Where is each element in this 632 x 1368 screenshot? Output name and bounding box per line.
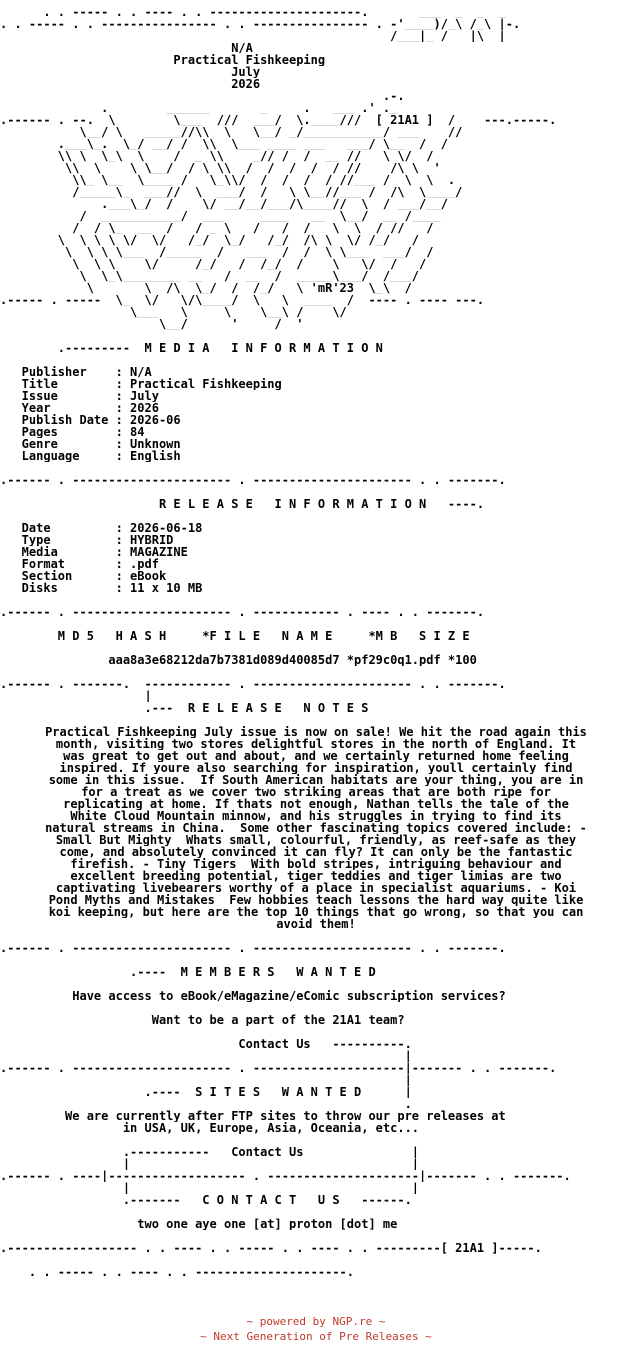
nfo-line: July <box>0 66 261 78</box>
release-notes-line: koi keeping, but here are the top 10 things that go wrong, so that you can <box>48 906 584 918</box>
release-notes-line: Pond Myths and Mistakes Few hobbies teach lessons the hard way quite like <box>48 894 584 906</box>
nfo-line: .___\_/ / \/ __/__/___/\____// \ / ___/__/ <box>0 198 448 210</box>
nfo-line: .------ . ---------------------- . ---------------------- . . -------. <box>0 942 506 954</box>
nfo-line: . . ----- . . ---- . . ---------------------. ___ _ _ _ <box>0 6 513 18</box>
nfo-line: .--- R E L E A S E N O T E S <box>0 702 369 714</box>
release-notes-line: was great to get out and about, and we certainly returned home feeling <box>63 750 569 762</box>
nfo-line <box>0 1254 632 1266</box>
nfo-line: /_____\_ ___// \ ___/ / \ \__//___ / /\ \____/ <box>0 186 463 198</box>
nfo-line <box>0 954 632 966</box>
nfo-line: Have access to eBook/eMagazine/eComic subscription services? <box>0 990 506 1002</box>
release-notes-line: replicating at home. If thats not enough, Nathan tells the tale of the <box>63 798 569 810</box>
nfo-line: Genre : Unknown <box>0 438 181 450</box>
nfo-line: / / \_ __ / / _ \ / / / \ \ / // / <box>0 222 434 234</box>
nfo-line: .---- M E M B E R S W A N T E D <box>0 966 376 978</box>
nfo-line: .---- S I T E S W A N T E D | <box>0 1086 412 1098</box>
nfo-line: aaa8a3e68212da7b7381d089d40085d7 *pf29c0q1.pdf *100 <box>0 654 477 666</box>
nfo-line: \\ \ \_\ \ / _ \\ _// / / __ // \ \/ / <box>0 150 434 162</box>
release-notes-line: for a treat as we cover two striking areas that are both ripe for <box>81 786 551 798</box>
nfo-line: .------- C O N T A C T U S ------. <box>0 1194 412 1206</box>
nfo-line: Issue : July <box>0 390 159 402</box>
nfo-line: Disks : 11 x 10 MB <box>0 582 203 594</box>
nfo-line: Pages : 84 <box>0 426 145 438</box>
nfo-line: .------ . --. \ \___ /// ___/ \.____/// [ 21A1 ] / ---.-----. <box>0 114 557 126</box>
nfo-line: .------------------ . . ---- . . ----- . . ---- . . ---------[ 21A1 ]-----. <box>0 1242 542 1254</box>
nfo-line: .----------- Contact Us | <box>0 1146 420 1158</box>
nfo-line <box>0 1230 632 1242</box>
nfo-line <box>0 1002 632 1014</box>
nfo-line: Media : MAGAZINE <box>0 546 188 558</box>
nfo-line <box>0 978 632 990</box>
nfo-line: N/A <box>0 42 253 54</box>
release-notes-line: Practical Fishkeeping July issue is now on sale! We hit the road again this <box>45 726 587 738</box>
nfo-line: \__/ ' / ' <box>0 318 304 330</box>
nfo-line: Title : Practical Fishkeeping <box>0 378 282 390</box>
nfo-text <box>0 6 632 1278</box>
nfo-line: \ \ /\ \_/ / /_/ \ 'mR'23 \_\ / <box>0 282 412 294</box>
nfo-line <box>0 666 632 678</box>
nfo-line: . ______ _ . ___ .' ._ <box>0 102 398 114</box>
release-notes-line: avoid them! <box>276 918 356 930</box>
nfo-line <box>0 330 632 342</box>
nfo-line: / ___________/ ___ ____ __ \__/ __ /____ <box>0 210 441 222</box>
nfo-line: . . ----- . . ---------------- . . ---------------- . -'____)/_\ /_\ |-. <box>0 18 521 30</box>
nfo-line <box>0 510 632 522</box>
nfo-line <box>0 642 632 654</box>
nfo-line: .___\_. \_/ __/ / \\ \___ ____ ___ ___/ \__ / / <box>0 138 448 150</box>
nfo-line <box>0 486 632 498</box>
nfo-line: .------ . -------. ------------ . ---------------------- . . -------. <box>0 678 506 690</box>
nfo-line: two one aye one [at] proton [dot] me <box>0 1218 398 1230</box>
nfo-line: Section : eBook <box>0 570 167 582</box>
nfo-line: Contact Us ----------. <box>0 1038 412 1050</box>
nfo-line: in USA, UK, Europe, Asia, Oceania, etc... <box>0 1122 420 1134</box>
nfo-line: \___ \ \ \__\ / \/ <box>0 306 347 318</box>
nfo-line: \ \ \ \ \/ \/ /_/ \_/ /_/ /\ \ \/ /_/ / <box>0 234 420 246</box>
nfo-line: \ \_\________ __ / __ / _____\___/ /___/ <box>0 270 420 282</box>
release-notes-line: month, visiting two stores delightful stores in the north of England. It <box>55 738 577 750</box>
release-notes-line: White Cloud Mountain minnow, and his struggles in trying to find its <box>70 810 562 822</box>
nfo-line <box>0 462 632 474</box>
nfo-line: .----- . ----- \_ \/ \/\____/ \ \ ____ / ---- . ---- ---. <box>0 294 485 306</box>
release-notes-line: inspired. If youre also searching for inspiration, youll certainly find <box>59 762 573 774</box>
release-notes-line: captivating livebearers worthy of a place in specialist aquariums. - Koi <box>55 882 577 894</box>
nfo-line: Language : English <box>0 450 181 462</box>
nfo-line: .------ . ---------------------- . ---------------------- . . -------. <box>0 474 506 486</box>
release-notes-line: firefish. - Tiny Tigers With bold stripes, intriguing behaviour and <box>70 858 562 870</box>
nfo-line: Format : .pdf <box>0 558 159 570</box>
nfo-line: Practical Fishkeeping <box>0 54 326 66</box>
nfo-line: Type : HYBRID <box>0 534 174 546</box>
footer <box>0 1314 632 1344</box>
nfo-line: . . ----- . . ---- . . ---------------------. <box>0 1266 355 1278</box>
nfo-line <box>0 1026 632 1038</box>
nfo-line <box>0 618 632 630</box>
nfo-line: \\ \ \ \__/ / \ \\ / / / / / // /\ \ ' <box>0 162 441 174</box>
nfo-line: \__/ \ _____//\\ \ \__/ _/___________/ ___ // <box>0 126 463 138</box>
nfo-line: Publish Date : 2026-06 <box>0 414 181 426</box>
nfo-line: | <box>0 690 152 702</box>
nfo-line: M D 5 H A S H *F I L E N A M E *M B S I Z E <box>0 630 470 642</box>
nfo-line <box>0 1134 632 1146</box>
nfo-line <box>0 354 632 366</box>
nfo-line: We are currently after FTP sites to throw our pre releases at <box>0 1110 506 1122</box>
nfo-line: \ \ \ \/ /_/ / /_/ / \ \/ / / <box>0 258 427 270</box>
nfo-line: \ \ \ \___ /_____ / ___ / / \ \___ ___/ / <box>0 246 434 258</box>
tagline-text: ~ Next Generation of Pre Releases ~ <box>200 1330 432 1343</box>
nfo-line: | | <box>0 1158 420 1170</box>
nfo-line: Want to be a part of the 21A1 team? <box>0 1014 405 1026</box>
nfo-line: | | <box>0 1182 420 1194</box>
nfo-line: .------ . ---------------------- . ------------ . ---- . . -------. <box>0 606 485 618</box>
release-notes-line: Small But Mighty Whats small, colourful, friendly, as reef-safe as they <box>55 834 577 846</box>
nfo-line: .--------- M E D I A I N F O R M A T I O N <box>0 342 383 354</box>
nfo-line: Year : 2026 <box>0 402 159 414</box>
nfo-line: Date : 2026-06-18 <box>0 522 203 534</box>
nfo-line <box>0 930 632 942</box>
nfo-line: \\_ \__ \____ / \_\\/ / / / / //___ / \ \ . <box>0 174 456 186</box>
nfo-line: .------ . ---------------------- . ---------------------|------- . . -------. <box>0 1062 557 1074</box>
nfo-line: /___|_ / |\ | <box>0 30 521 42</box>
release-notes-line: excellent breeding potential, tiger teddies and tiger limias are two <box>70 870 562 882</box>
nfo-line: .------ . ----|------------------- . ---------------------|------- . . -------. <box>0 1170 571 1182</box>
spacer <box>0 714 632 726</box>
nfo-line: Publisher : N/A <box>0 366 152 378</box>
powered-by-text: ~ powered by NGP.re ~ <box>246 1315 386 1328</box>
nfo-line: | <box>0 1050 412 1062</box>
nfo-line <box>0 594 632 606</box>
nfo-line <box>0 1206 632 1218</box>
nfo-line: .-. <box>0 90 405 102</box>
release-notes-line: some in this issue. If South American habitats are your thing, you are in <box>48 774 584 786</box>
nfo-line: | <box>0 1074 412 1086</box>
nfo-line: . <box>0 1098 412 1110</box>
nfo-line: R E L E A S E I N F O R M A T I O N ----. <box>0 498 485 510</box>
nfo-line: 2026 <box>0 78 261 90</box>
release-notes-line: natural streams in China. Some other fascinating topics covered include: - <box>45 822 587 834</box>
release-notes-line: come, and absolutely convinced it can fly? It can only be the fantastic <box>59 846 573 858</box>
